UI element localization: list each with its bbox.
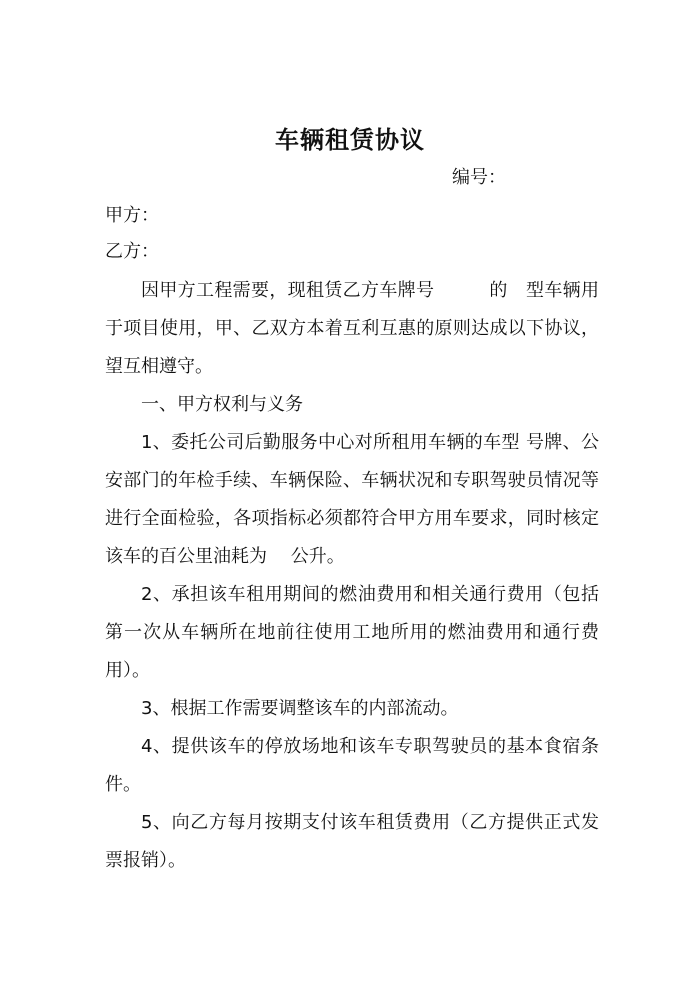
document-title: 车辆租赁协议	[275, 126, 425, 154]
party-b-label: 乙方：	[105, 241, 159, 262]
contract-number-label: 编号：	[452, 167, 506, 188]
clause-4: 4、提供该车的停放场地和该车专职驾驶员的基本食宿条件。	[105, 736, 599, 795]
clause-1: 1、委托公司后勤服务中心对所租用车辆的车型 号牌、公安部门的年检手续、车辆保险、车辆状况和专职驾驶员情况等进行全面检验，各项指标必须都符合甲方用车要求，同时核定该车的百公里油耗为 公升。	[105, 432, 599, 567]
party-a-label: 甲方：	[105, 205, 159, 226]
section-heading-party-a-rights: 一、甲方权利与义务	[141, 394, 303, 415]
contract-body	[105, 272, 599, 880]
intro-paragraph: 因甲方工程需要，现租赁乙方车牌号 的 型车辆用于项目使用，甲、乙双方本着互利互惠的原则达成以下协议，望互相遵守。	[105, 280, 599, 377]
clause-3: 3、根据工作需要调整该车的内部流动。	[141, 698, 459, 719]
clause-2: 2、承担该车租用期间的燃油费用和相关通行费用（包括第一次从车辆所在地前往使用工地所用的燃油费用和通行费用）。	[105, 584, 599, 681]
clause-5: 5、向乙方每月按期支付该车租赁费用（乙方提供正式发票报销）。	[105, 812, 599, 871]
